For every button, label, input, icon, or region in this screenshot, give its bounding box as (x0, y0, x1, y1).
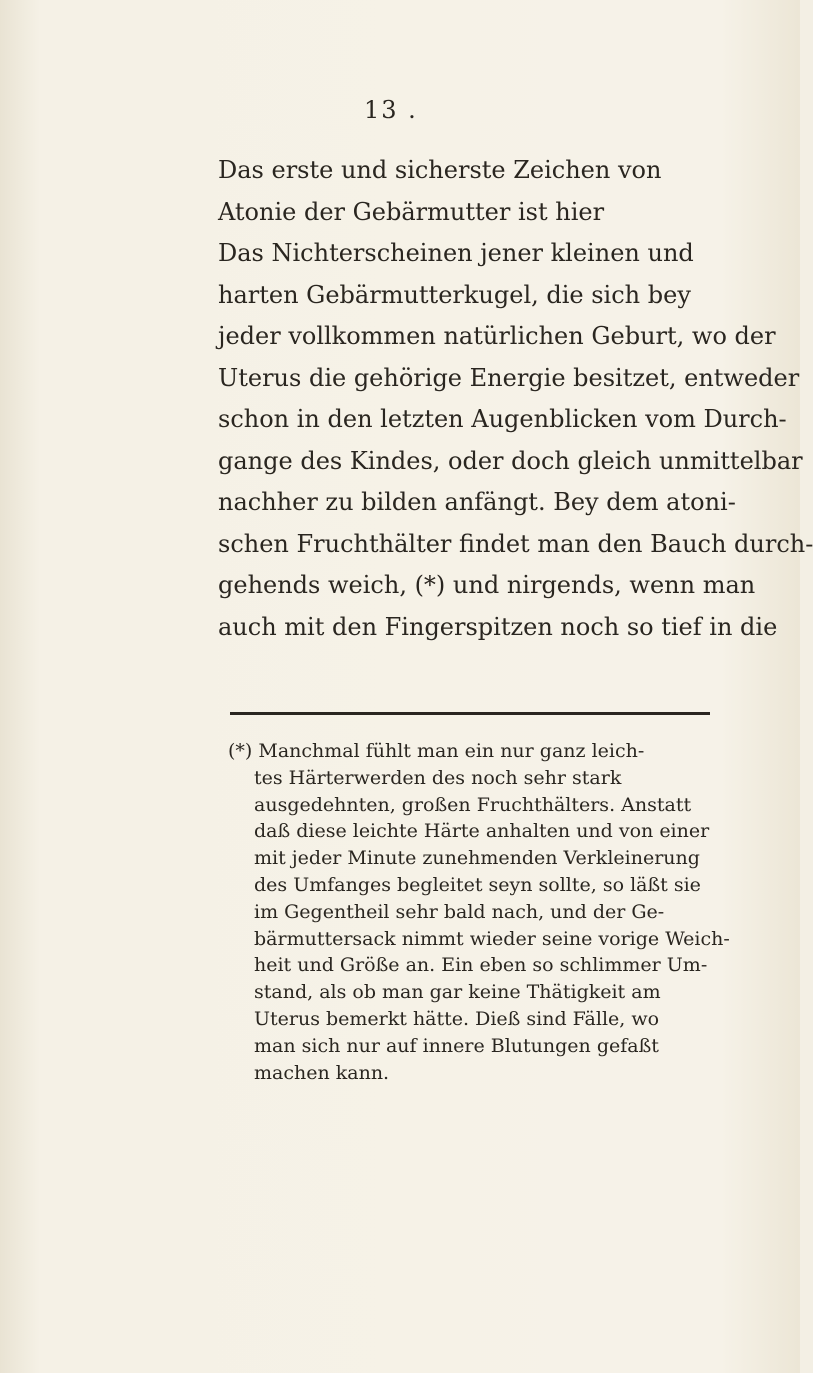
footnote-line: man sich nur auf innere Blutungen gefaßt (254, 1034, 659, 1057)
footnote-line: machen kann. (254, 1061, 390, 1084)
text-line: Das Nichterscheinen jener kleinen und (218, 239, 694, 267)
text-line: schon in den letzten Augenblicken vom Durch- (218, 405, 787, 433)
text-line: harten Gebärmutterkugel, die sich bey (218, 280, 691, 309)
text-line: Uterus die gehörige Energie besitzet, entweder (218, 363, 800, 392)
footnote-line: ausgedehnten, großen Fruchthälters. Anstatt (254, 793, 692, 816)
footnote-line: daß diese leichte Härte anhalten und von einer (254, 820, 710, 843)
footnote-line: heit und Größe an. Ein eben so schlimmer Um- (254, 954, 708, 977)
text-line: schen Fruchthälter findet man den Bauch durch- (218, 529, 813, 558)
text-line: Das erste und sicherste Zeichen von (218, 156, 662, 184)
text-line: auch mit den Fingerspitzen noch so tief in die (218, 612, 778, 641)
footnote-line: tes Härterwerden des noch sehr stark (254, 766, 622, 789)
text-line: Atonie der Gebärmutter ist hier (218, 197, 605, 226)
footnote-line: stand, als ob man gar keine Thätigkeit am (254, 981, 661, 1004)
footnote (228, 738, 730, 1086)
footnote-line: mit jeder Minute zunehmenden Verkleinerung (254, 847, 700, 870)
footnote-divider (230, 712, 710, 715)
text-line: nachher zu bilden anfängt. Bey dem atoni- (218, 488, 736, 516)
footnote-line: (*) Manchmal fühlt man ein nur ganz leich- (228, 740, 645, 762)
footnote-line: bärmuttersack nimmt wieder seine vorige Weich- (254, 927, 730, 950)
footnote-line: im Gegentheil sehr bald nach, und der Ge- (254, 900, 665, 923)
text-line: gange des Kindes, oder doch gleich unmittelbar (218, 446, 803, 475)
main-text (218, 150, 813, 648)
text-line: jeder vollkommen natürlichen Geburt, wo der (218, 322, 776, 350)
text-line: gehends weich, (*) und nirgends, wenn man (218, 571, 756, 599)
page-number: 13 . (364, 96, 418, 124)
footnote-line: Uterus bemerkt hätte. Dieß sind Fälle, wo (254, 1007, 660, 1030)
footnote-line: des Umfanges begleitet seyn sollte, so läßt sie (254, 873, 701, 896)
